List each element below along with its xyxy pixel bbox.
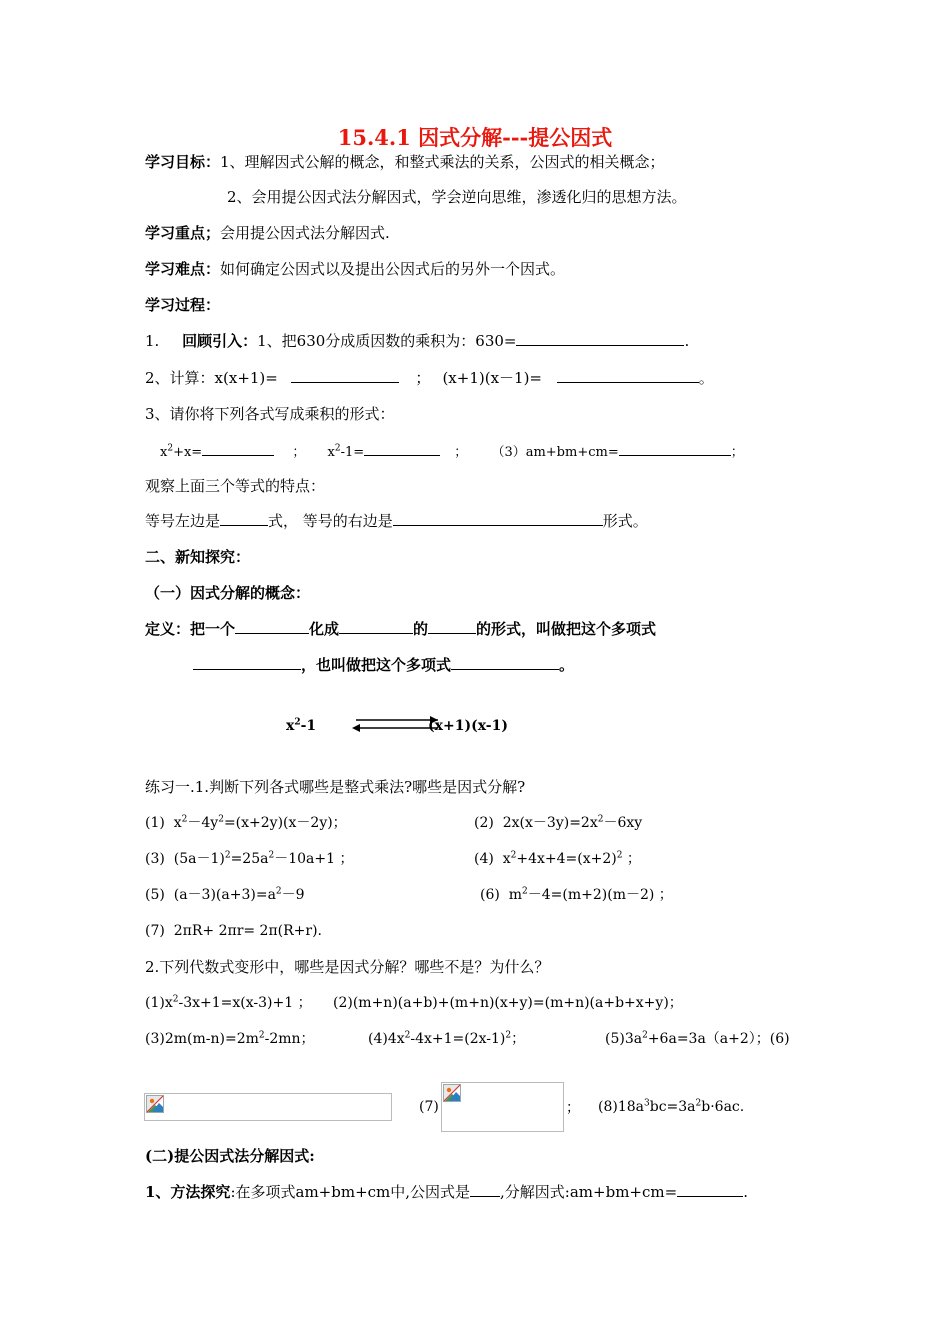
objectives-line-1: [145, 152, 950, 172]
answer-blank[interactable]: [470, 1182, 500, 1197]
review-end: .: [684, 332, 690, 350]
exercise-item: (1) $x^2-4y^2=(x+2y)(x-2y)$；: [145, 814, 347, 831]
answer-blank[interactable]: [451, 655, 559, 670]
exercise-item: (6) $m^2-4=(m+2)(m-2)$ ；: [480, 886, 673, 903]
sides-mid-text: 式， 等号的右边是: [268, 512, 393, 530]
definition-text: 的形式，叫做把这个多项式: [476, 620, 657, 638]
answer-blank[interactable]: [557, 368, 699, 383]
exercise-item: $(5)3a^2+6a=3a(a+2)$；(6): [605, 1030, 790, 1047]
answer-blank[interactable]: [364, 441, 440, 456]
exercise-item: (2)(m+n)(a+b)+(m+n)(x+y)=(m+n)(a+b+x+y)；: [333, 995, 683, 1011]
answer-blank[interactable]: [619, 441, 731, 456]
product-expressions: [160, 441, 950, 463]
sides-line: [145, 511, 950, 531]
review-text: 1、把630分成质因数的乘积为：630=: [257, 332, 517, 350]
review-line: [145, 331, 950, 351]
method-label: 1、方法探究: [145, 1183, 231, 1201]
method-mid: ,分解因式:am+bm+cm=: [500, 1183, 678, 1201]
answer-blank[interactable]: [393, 511, 603, 526]
exercise-item: $(1)x^2-3x+1=x(x-3)+1$ ；: [145, 994, 312, 1011]
definition-text: ，也叫做把这个多项式: [301, 656, 452, 674]
answer-blank[interactable]: [202, 441, 274, 456]
calc-expr-1: x(x+1)=: [214, 369, 278, 387]
process-label: 学习过程：: [145, 296, 221, 314]
calc-line: [145, 368, 950, 388]
image-placeholder-7: [441, 1082, 564, 1132]
calc-label: 2、计算：: [145, 369, 215, 387]
method-text: :在多项式am+bm+cm中,公因式是: [230, 1183, 471, 1201]
difficulty-line: [145, 259, 950, 279]
answer-blank[interactable]: [235, 619, 309, 634]
objectives-label: 学习目标：: [145, 153, 221, 171]
image-placeholder-6: [144, 1093, 392, 1121]
calc-separator: ；: [415, 369, 431, 387]
sides-end-text: 形式。: [602, 512, 648, 530]
exercise-item: (5) $(a-3)(a+3)=a^2-9$: [145, 886, 305, 903]
answer-blank[interactable]: [291, 368, 399, 383]
exercise-item-7-label: (7): [419, 1099, 439, 1115]
sides-left-text: 等号左边是: [145, 512, 221, 530]
focus-text: 会用提公因式法分解因式.: [220, 224, 390, 242]
exercise-item: (3) $(5a-1)^2=25a^2-10a+1$ ；: [145, 850, 354, 867]
answer-blank[interactable]: [428, 619, 476, 634]
exercise-1-title: 练习一.1.判断下列各式哪些是整式乘法?哪些是因式分解?: [145, 778, 526, 796]
objective-1: 1、理解因式公解的概念，和整式乘法的关系，公因式的相关概念；: [220, 153, 665, 171]
answer-blank[interactable]: [220, 511, 268, 526]
broken-image-icon: [443, 1084, 461, 1102]
separator: ；: [292, 445, 306, 460]
subsection-2-heading: (二)提公因式法分解因式:: [145, 1147, 315, 1165]
answer-blank[interactable]: [339, 619, 413, 634]
exercise-item: (7) 2πR+ 2πr= 2π(R+r).: [145, 923, 323, 939]
definition-text: 化成: [309, 620, 340, 638]
expr-3: （3）am+bm+cm=: [491, 445, 619, 460]
difficulty-text: 如何确定公因式以及提出公因式后的另外一个因式。: [220, 260, 566, 278]
review-number: 1.: [145, 332, 160, 350]
exercise-2-title: 2.下列代数式变形中，哪些是因式分解？哪些不是？为什么？: [145, 958, 550, 976]
product-end: ；: [730, 445, 744, 460]
expr-1: $x^2+x=$: [160, 443, 203, 460]
objective-2: 2、会用提公因式法分解因式，学会逆向思维，渗透化归的思想方法。: [227, 188, 687, 206]
separator: ；: [566, 1100, 580, 1116]
subsection-1-heading: （一）因式分解的概念：: [145, 584, 311, 602]
difficulty-label: 学习难点：: [145, 260, 221, 278]
broken-image-icon: [146, 1095, 164, 1113]
expr-2: $x^2-1=$: [327, 443, 365, 460]
answer-blank[interactable]: [677, 1182, 743, 1197]
exercise-item: $(3)2m(m-n)=2m^2-2mn$；: [145, 1030, 315, 1047]
section-2-heading: 二、新知探究：: [145, 548, 251, 566]
exercise-item: (2) $2x(x-3y)=2x^2-6xy$: [474, 814, 643, 831]
definition-text: 的: [413, 620, 429, 638]
diagram-right-expr: (x+1)(x-1): [428, 718, 508, 734]
calc-expr-2: (x+1)(x－1)=: [442, 369, 542, 387]
objectives-line-2: [227, 187, 950, 207]
review-label: 回顾引入：: [182, 332, 258, 350]
product-instruction: 3、请你将下列各式写成乘积的形式：: [145, 405, 395, 423]
answer-blank[interactable]: [516, 331, 684, 346]
definition-text: 定义：把一个: [145, 620, 236, 638]
exercise-item: $(4)4x^2-4x+1=(2x-1)^2$；: [368, 1030, 526, 1047]
definition-text: 。: [559, 656, 575, 674]
definition-line-1: [145, 619, 950, 639]
observe-line: 观察上面三个等式的特点：: [145, 477, 326, 495]
answer-blank[interactable]: [193, 655, 301, 670]
exercise-item: $(8)18a^3bc=3a^2b\cdot 6ac$.: [598, 1098, 745, 1115]
method-end: .: [743, 1183, 748, 1201]
calc-end: 。: [698, 369, 714, 387]
definition-line-2: [193, 655, 950, 675]
method-line: [145, 1182, 950, 1202]
focus-line: [145, 223, 950, 243]
diagram-left-expr: $x^2-1$: [286, 717, 317, 734]
exercise-item: (4) $x^2+4x+4=(x+2)^2$ ；: [474, 850, 641, 867]
separator: ；: [454, 445, 468, 460]
page-title: 15.4.1 因式分解---提公因式: [337, 125, 613, 150]
focus-label: 学习重点；: [145, 224, 221, 242]
